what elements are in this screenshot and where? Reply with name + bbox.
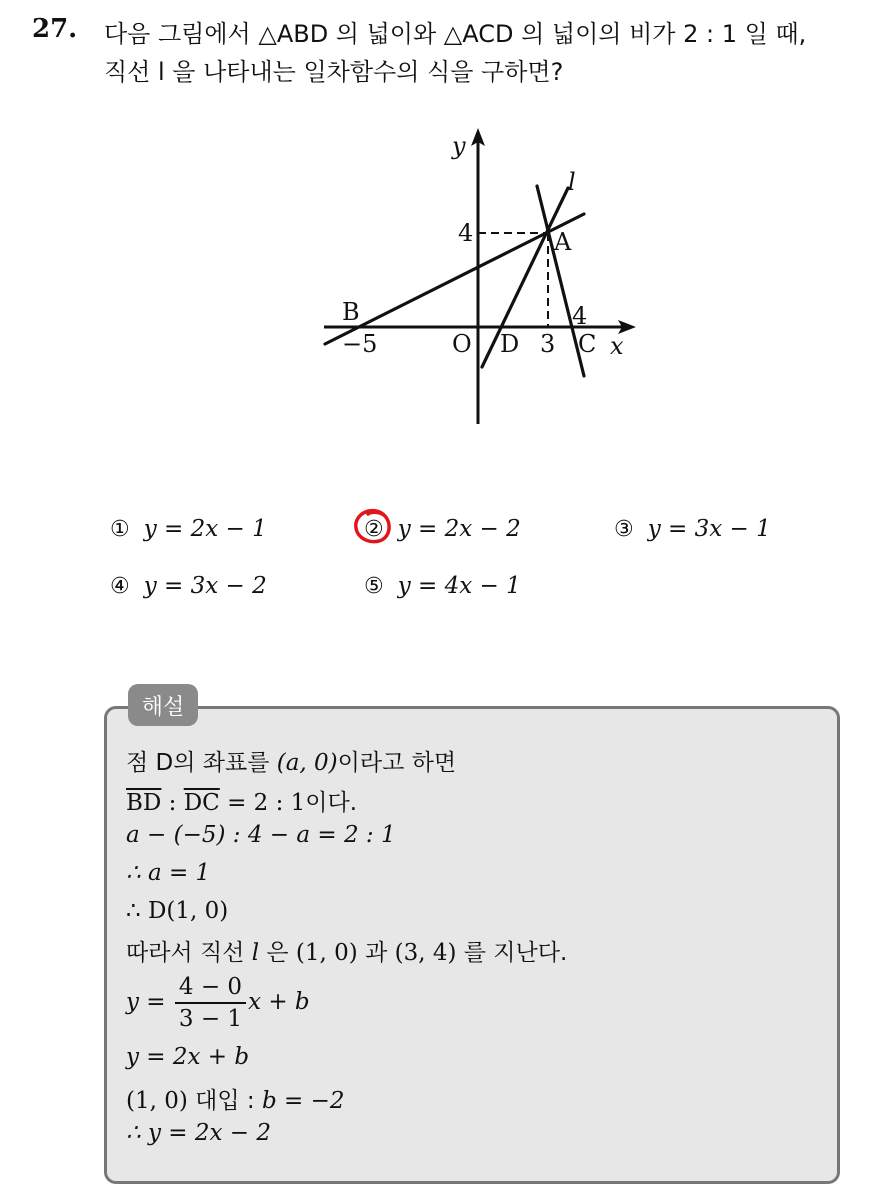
choice-mark: ③: [614, 517, 634, 542]
choice-mark: ④: [110, 574, 130, 599]
answer-circle-mark: [352, 506, 394, 546]
choice-mark: ①: [110, 517, 130, 542]
solution-line-2: $\overline{BD}$ : $\overline{DC} = 2$ : 1이다.: [126, 790, 358, 816]
choice-equation: y = 3x − 1: [647, 516, 771, 542]
solution-line-9: (1, 0) 대입 : b = −2: [126, 1088, 345, 1114]
question-text-line-2: 직선 l 을 나타내는 일차함수의 식을 구하면?: [104, 58, 564, 86]
tick-x4: 4: [572, 302, 588, 330]
point-C-label: C: [578, 330, 597, 358]
solution-line-10: ∴ y = 2x − 2: [126, 1120, 271, 1146]
tick-x-neg5: −5: [342, 330, 378, 358]
choice-1[interactable]: [110, 516, 267, 542]
y-axis-label: y: [452, 132, 466, 160]
solution-line-3: a − (−5) : 4 − a = 2 : 1: [126, 822, 396, 848]
point-D-label: D: [500, 330, 520, 358]
question-number: 27.: [32, 14, 78, 44]
choice-3[interactable]: [614, 516, 771, 542]
solution-line-8: y = 2x + b: [126, 1044, 250, 1070]
choice-mark: ⑤: [364, 574, 384, 599]
question-text-line-1: 다음 그림에서 △ABD 의 넓이와 △ACD 의 넓이의 비가 2 : 1 일 때,: [104, 20, 807, 48]
fraction: $\frac{4 - 0}{3 - 1}$: [175, 974, 246, 1032]
choice-equation: y = 2x − 2: [397, 516, 521, 542]
solution-line-1: 점 D의 좌표를 (a, 0)이라고 하면: [126, 750, 457, 776]
point-A-label: A: [554, 228, 572, 256]
solution-line-5: ∴ D(1, 0): [126, 898, 229, 924]
point-B-label: B: [342, 298, 360, 326]
choice-equation: y = 3x − 2: [143, 573, 267, 599]
solution-line-7: y = $\frac{4 - 0}{3 - 1}$ x + b: [126, 974, 310, 1032]
origin-label: O: [452, 330, 472, 358]
coordinate-figure: [316, 124, 646, 429]
choice-equation: y = 4x − 1: [397, 573, 521, 599]
tick-y4: 4: [458, 219, 474, 247]
choice-5[interactable]: [364, 573, 521, 599]
choice-4[interactable]: [110, 573, 267, 599]
line-label: l: [568, 168, 576, 196]
solution-tab: 해설: [128, 684, 198, 726]
choice-mark: ②: [364, 517, 384, 542]
choice-equation: y = 2x − 1: [143, 516, 267, 542]
solution-line-6: 따라서 직선 l 은 (1, 0) 과 (3, 4) 를 지난다.: [126, 940, 568, 966]
x-axis-label: x: [610, 332, 624, 360]
tick-x3: 3: [540, 330, 556, 358]
solution-line-4: ∴ a = 1: [126, 860, 211, 886]
